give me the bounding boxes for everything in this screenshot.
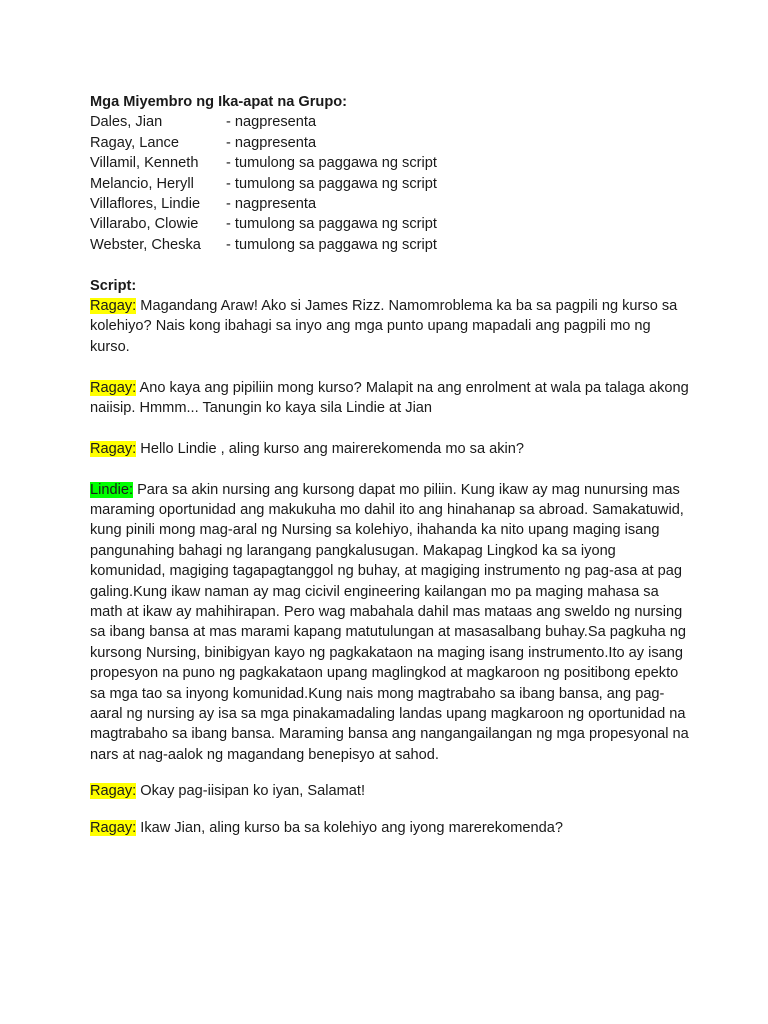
script-line [90, 296, 690, 357]
member-name: Dales, Jian [90, 114, 163, 131]
member-role: - tumulong sa paggawa ng script [226, 216, 437, 233]
member-name: Villarabo, Clowie [90, 216, 199, 233]
document-page [90, 92, 690, 838]
member-row [90, 235, 690, 255]
member-role: - nagpresenta [226, 134, 317, 151]
member-role: - tumulong sa paggawa ng script [226, 236, 437, 253]
dialogue-text: Magandang Araw! Ako si James Rizz. Namomroblema ka ba sa pagpili ng kurso sa kolehiyo? Nais kong ibahagi sa inyo ang mga punto upang mapadali ang pagpili mo ng kurso. [90, 297, 678, 355]
member-row [90, 214, 690, 234]
dialogue-text: Okay pag-iisipan ko iyan, Salamat! [136, 783, 365, 800]
member-row [90, 112, 690, 132]
member-row [90, 174, 690, 194]
member-name: Villamil, Kenneth [90, 155, 199, 172]
dialogue-text: Ano kaya ang pipiliin mong kurso? Malapit na ang enrolment at wala pa talaga akong naiisip. Hmmm... Tanungin ko kaya sila Lindie at Jian [90, 379, 689, 416]
member-role: - nagpresenta [226, 195, 317, 212]
speaker-label-lindie: Lindie: [90, 481, 134, 498]
member-name: Villaflores, Lindie [90, 195, 201, 212]
script-heading: Script: [90, 277, 137, 294]
member-row [90, 194, 690, 214]
members-heading: Mga Miyembro ng Ika-apat na Grupo: [90, 94, 348, 110]
dialogue-text: Ikaw Jian, aling kurso ba sa kolehiyo ang iyong marerekomenda? [136, 819, 563, 836]
script-line [90, 439, 690, 459]
script-line [90, 378, 690, 419]
dialogue-text: Para sa akin nursing ang kursong dapat mo piliin. Kung ikaw ay mag nunursing mas maraming oportunidad ang makukuha mo dahil ito ang hinahanap sa abroad. Samakatuwid, kung pinili mong mag-aral ng Nursing sa kolehiyo, ihahanda ka nito upang maging isang pangunahing bahagi ng larangang pangkalusugan. Makapag Lingkod ka sa iyong komunidad, magiging tagapagtanggol ng buhay, at magiging instrumento ng pag-asa at pag galing.Kung ikaw naman ay mag cicivil engineering kailangan mo pa maging mahasa sa math at ikaw ay mahihirapan. Pero wag mabahala dahil mas mataas ang sweldo ng nursing sa ibang bansa at mas marami kapang matutulungan at masasalbang buhay.Sa pagkuha ng kursong Nursing, binibigyan kayo ng pagkakataon na maging isang instrumento.Ito ay isang propesyon na puno ng pagkakataon upang maglingkod at magkaroon ng positibong epekto sa mga tao sa inyong komunidad.Kung nais mong magtrabaho sa ibang bansa, ang pag-aaral ng nursing ay isa sa mga pinakamadaling landas upang magkaroon ng oportunidad na magtrabaho sa ibang bansa. Maraming bansa ang nangangailangan ng mga propesyonal na nars at nag-aalok ng magandang benepisyo at sahod. [90, 481, 689, 763]
script-line [90, 480, 690, 766]
script-line [90, 781, 690, 801]
member-row [90, 133, 690, 153]
member-name: Ragay, Lance [90, 134, 179, 151]
member-name: Webster, Cheska [90, 236, 201, 253]
speaker-label-ragay: Ragay: [90, 379, 137, 396]
member-role: - tumulong sa paggawa ng script [226, 155, 437, 172]
dialogue-text: Hello Lindie , aling kurso ang mairerekomenda mo sa akin? [136, 440, 525, 457]
member-role: - nagpresenta [226, 114, 317, 131]
member-name: Melancio, Heryll [90, 175, 194, 192]
script-line [90, 818, 690, 838]
speaker-label-ragay: Ragay: [90, 440, 137, 457]
member-role: - tumulong sa paggawa ng script [226, 175, 437, 192]
speaker-label-ragay: Ragay: [90, 783, 137, 800]
speaker-label-ragay: Ragay: [90, 297, 137, 314]
members-list [90, 112, 690, 255]
speaker-label-ragay: Ragay: [90, 819, 137, 836]
member-row [90, 153, 690, 173]
